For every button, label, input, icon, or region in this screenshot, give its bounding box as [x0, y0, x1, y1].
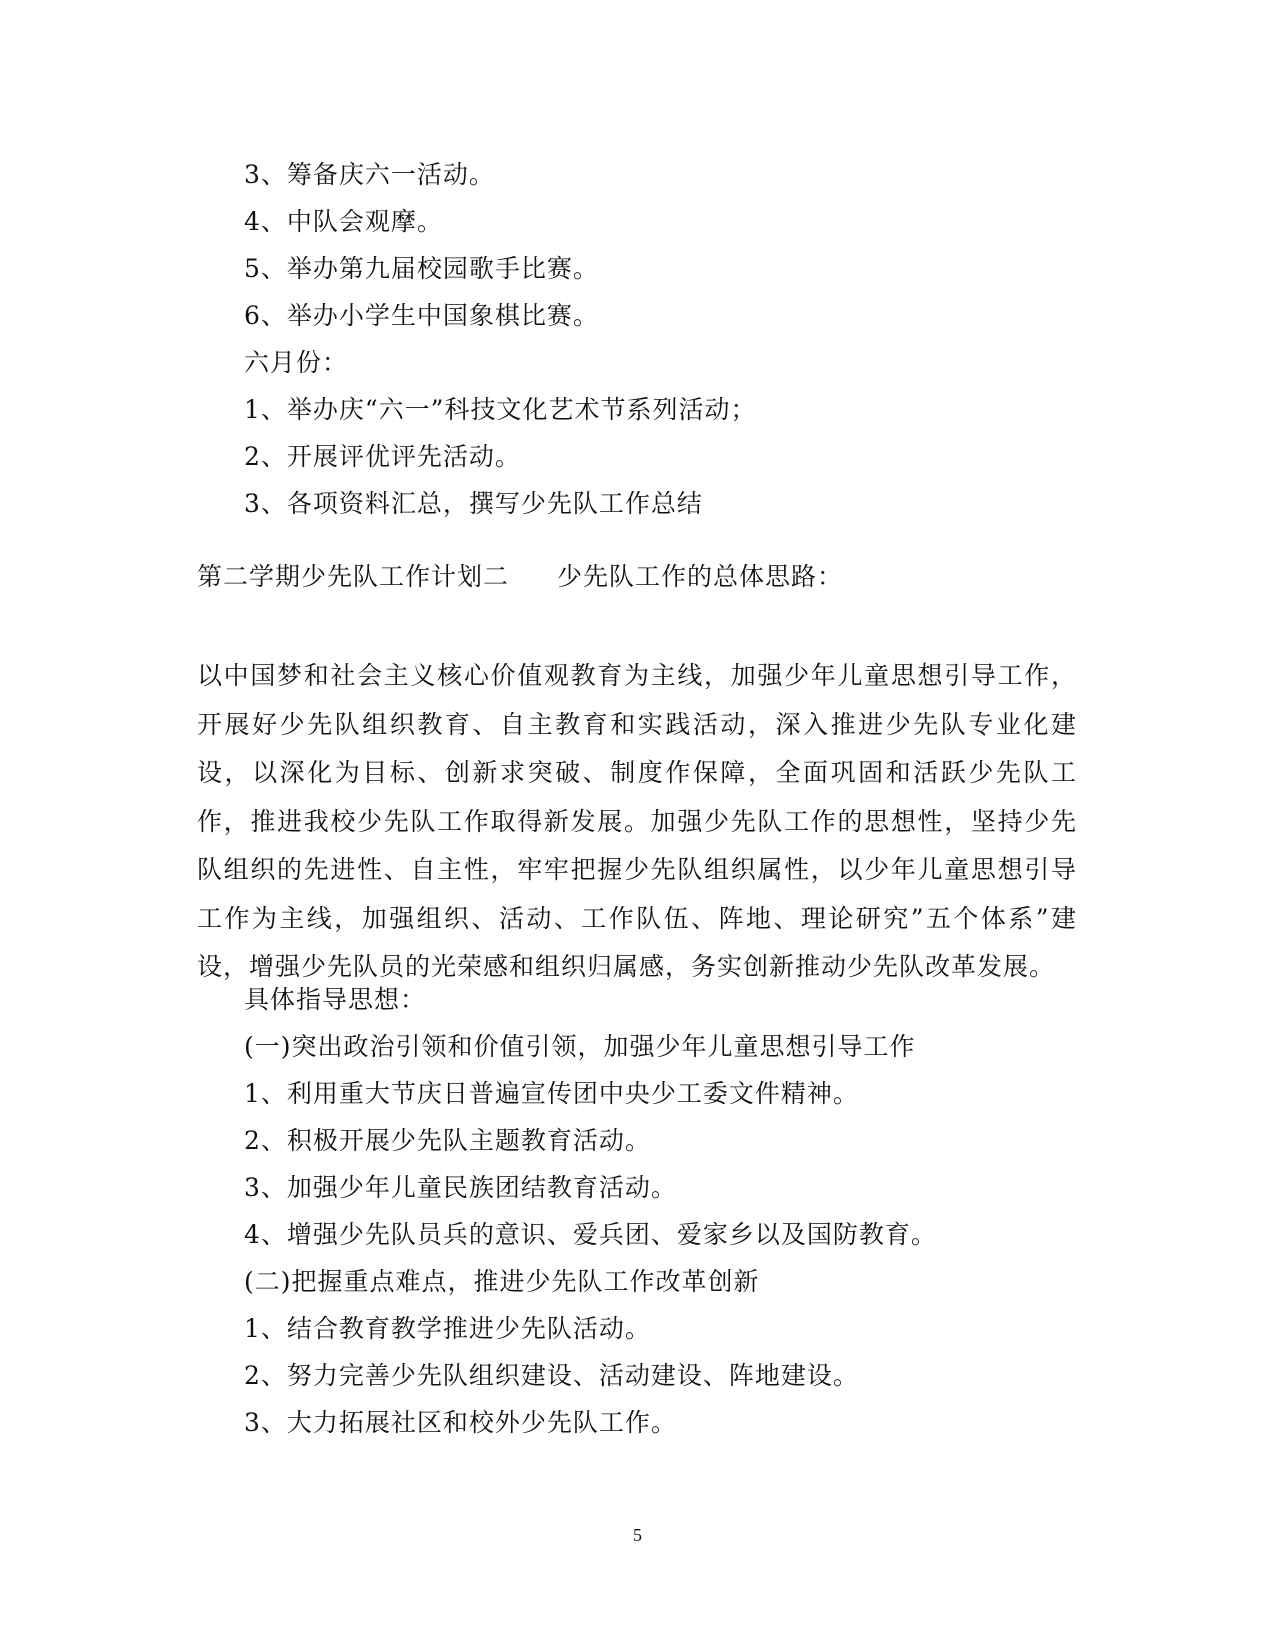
- list-item: 3、筹备庆六一活动。: [244, 160, 495, 189]
- list-item: 3、大力拓展社区和校外少先队工作。: [244, 1408, 677, 1437]
- guidance-label: 具体指导思想：: [244, 985, 427, 1014]
- list-item: 6、举办小学生中国象棋比赛。: [244, 301, 599, 330]
- list-item: 1、结合教育教学推进少先队活动。: [244, 1314, 651, 1343]
- list-item: 5、举办第九届校园歌手比赛。: [244, 254, 599, 283]
- list-item: 1、举办庆“六一”科技文化艺术节系列活动；: [244, 395, 757, 424]
- body-paragraph: 以中国梦和社会主义核心价值观教育为主线，加强少年儿童思想引导工作，开展好少先队组织教育、自主教育和实践活动，深入推进少先队专业化建设，以深化为目标、创新求突破、制度作保障，全面巩固和活跃少先队工作，推进我校少先队工作取得新发展。加强少先队工作的思想性，坚持少先队组织的先进性、自主性，牢牢把握少先队组织属性，以少年儿童思想引导工作为主线，加强组织、活动、工作队伍、阵地、理论研究”五个体系”建设，增强少先队员的光荣感和组织归属感，务实创新推动少先队改革发展。: [197, 661, 1077, 981]
- section-heading: [197, 562, 843, 592]
- section-subtitle: 少先队工作的总体思路：: [557, 562, 844, 591]
- section-title: 第二学期少先队工作计划二: [197, 562, 510, 591]
- list-item: 4、中队会观摩。: [244, 207, 443, 236]
- subsection-heading: (二)把握重点难点，推进少先队工作改革创新: [244, 1267, 760, 1296]
- list-item: 1、利用重大节庆日普遍宣传团中央少工委文件精神。: [244, 1079, 859, 1108]
- list-item: 3、各项资料汇总，撰写少先队工作总结: [244, 489, 703, 518]
- list-item: 2、开展评优评先活动。: [244, 442, 521, 471]
- month-label: 六月份：: [244, 348, 349, 377]
- list-item: 2、积极开展少先队主题教育活动。: [244, 1126, 651, 1155]
- list-item: 2、努力完善少先队组织建设、活动建设、阵地建设。: [244, 1361, 859, 1390]
- page-number: 5: [633, 1525, 642, 1545]
- list-item: 3、加强少年儿童民族团结教育活动。: [244, 1173, 677, 1202]
- list-item: 4、增强少先队员兵的意识、爱兵团、爱家乡以及国防教育。: [244, 1220, 937, 1249]
- subsection-heading: (一)突出政治引领和价值引领，加强少年儿童思想引导工作: [244, 1032, 916, 1061]
